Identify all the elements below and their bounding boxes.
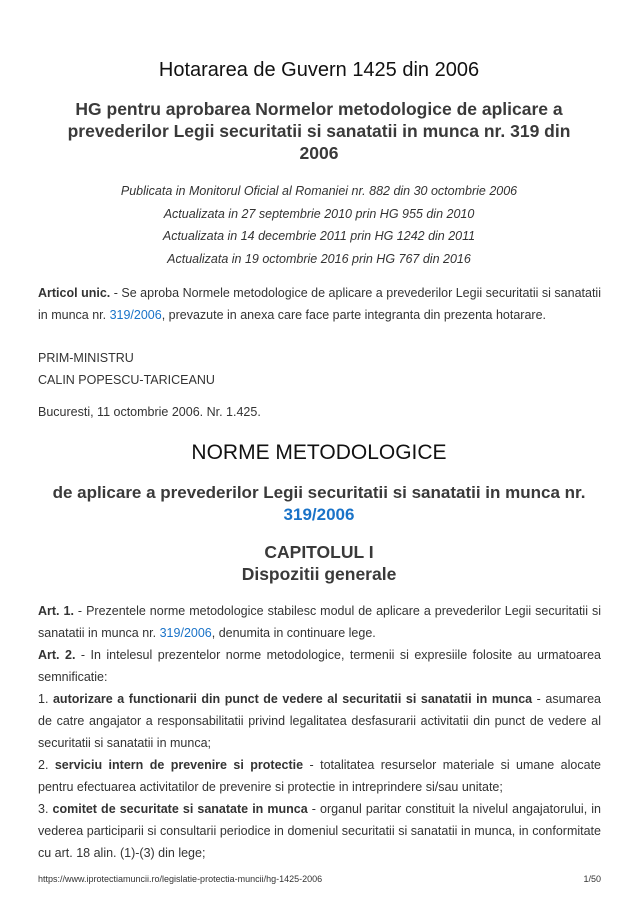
update-line: Actualizata in 19 octombrie 2016 prin HG 767 din 2016 (167, 251, 471, 266)
item-term: comitet de securitate si sanatate in munca (52, 802, 308, 816)
definition-item (38, 754, 601, 798)
footer-url: https://www.iprotectiamuncii.ro/legislatie-protectia-muncii/hg-1425-2006 (38, 874, 323, 884)
article-2 (38, 644, 601, 688)
document-title: Hotararea de Guvern 1425 din 2006 (158, 59, 480, 81)
page-footer (38, 874, 601, 884)
update-line: Actualizata in 27 septembrie 2010 prin HG 955 din 2010 (163, 206, 475, 221)
document-subtitle: HG pentru aprobarea Normelor metodologice de aplicare a prevederilor Legii securitatii si sanatatii in munca nr. 319 din 2006 (67, 99, 571, 163)
signature-name: CALIN POPESCU-TARICEANU (38, 373, 215, 387)
item-term: autorizare a functionarii din punct de vedere al securitatii si sanatatii in munca (52, 692, 533, 706)
article-1-text: - Prezentele norme metodologice stabilesc modul de aplicare a prevederilor Legii securitatii si sanatatii in munca nr. (38, 604, 601, 640)
norme-subtitle (40, 482, 598, 526)
article-1-label: Art. 1. (38, 604, 74, 618)
item-definition: - organul paritar constituit la nivelul angajatorului, in vederea participarii si consultarii periodice in domeniul securitatii si sanatatii in munca, in conformitate cu art. 18 alin. (1)-(3) din lege; (38, 802, 601, 860)
law-319-link[interactable]: 319/2006 (283, 505, 355, 524)
chapter-heading (0, 541, 638, 585)
item-term: serviciu intern de prevenire si protectie (54, 758, 304, 772)
articol-unic-text: - Se aproba Normele metodologice de aplicare a prevederilor Legii securitatii si sanatatii in munca nr. (38, 286, 601, 322)
definition-item (38, 798, 601, 864)
item-number: 2. (38, 758, 55, 772)
article-1 (38, 600, 601, 644)
law-319-link[interactable]: 319/2006 (109, 308, 162, 322)
article-1-text-end: , denumita in continuare lege. (211, 626, 376, 640)
signature-role: PRIM-MINISTRU (38, 351, 134, 365)
article-2-text: - In intelesul prezentelor norme metodologice, termenii si expresiile folosite au urmatoarea semnificatie: (38, 648, 601, 684)
norme-subtitle-text: de aplicare a prevederilor Legii securitatii si sanatatii in munca nr. (52, 483, 586, 502)
update-line: Actualizata in 14 decembrie 2011 prin HG 1242 din 2011 (162, 229, 476, 243)
signature-block (38, 347, 601, 391)
item-number: 1. (38, 692, 53, 706)
definition-item (38, 688, 601, 754)
articol-unic-text-end: , prevazute in anexa care face parte integranta din prezenta hotarare. (161, 308, 546, 322)
chapter-name: Dispozitii generale (241, 564, 397, 584)
article-2-label: Art. 2. (38, 648, 76, 662)
articol-unic-label: Articol unic. (38, 286, 111, 300)
publication-line: Publicata in Monitorul Oficial al Romaniei nr. 882 din 30 octombrie 2006 (120, 184, 518, 198)
item-definition: - totalitatea resurselor materiale si umane alocate pentru efectuarea activitatilor de prevenire si protectie in intreprindere si/sau unitate; (38, 758, 601, 794)
page-number: 1/50 (583, 874, 601, 884)
articol-unic (38, 282, 601, 326)
chapter-number: CAPITOLUL I (264, 542, 374, 562)
publication-info (0, 180, 638, 270)
item-number: 3. (38, 802, 53, 816)
norme-title: NORME METODOLOGICE (191, 441, 447, 464)
law-319-link[interactable]: 319/2006 (159, 626, 212, 640)
item-definition: - asumarea de catre angajator a responsabilitatii privind legalitatea desfasurarii activitatii din punct de vedere al securitatii si sanatatii in munca; (38, 692, 601, 750)
date-line: Bucuresti, 11 octombrie 2006. Nr. 1.425. (38, 405, 261, 419)
